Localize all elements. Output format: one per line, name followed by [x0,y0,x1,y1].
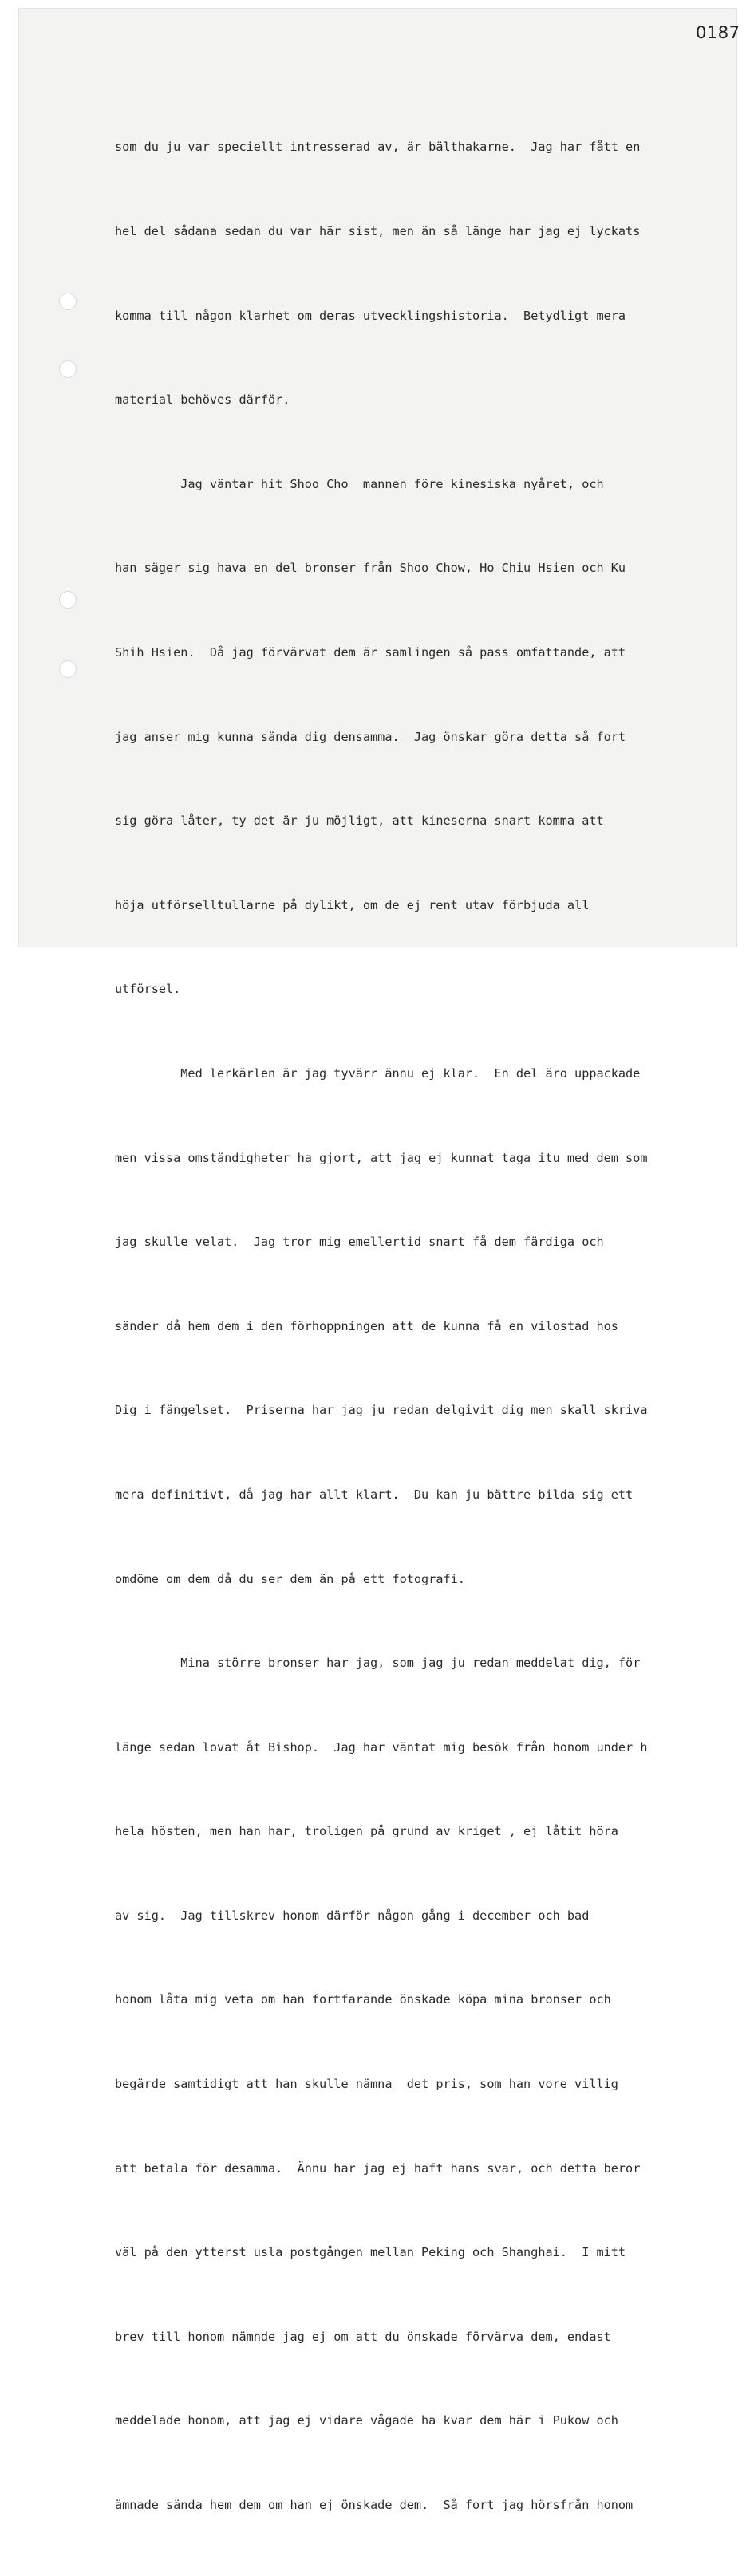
text-line: väl på den ytterst usla postgången mellan Peking och Shanghai. I mitt [115,2245,626,2260]
text-line: att betala för desamma. Ännu har jag ej haft hans svar, och detta beror [115,2160,641,2176]
text-line: jag anser mig kunna sända dig densamma. Jag önskar göra detta så fort [115,729,626,744]
text-line: Mina större bronser har jag, som jag ju redan meddelat dig, för [115,1656,641,1671]
text-line: ämnade sända hem dem om han ej önskade dem. Så fort jag hörsfrån honom [115,2498,634,2513]
punch-hole-1 [59,293,77,310]
text-line: hela hösten, men han har, troligen på grund av kriget , ej låtit höra [115,1824,618,1839]
text-line: höja utförselltullarne på dylikt, om de ej rent utav förbjuda all [115,897,590,912]
text-line: begärde samtidigt att han skulle nämna det pris, som han vore villig [115,2077,618,2092]
text-line: brev till honom nämnde jag ej om att du önskade förvärva dem, endast [115,2329,611,2344]
text-line: Med lerkärlen är jag tyvärr ännu ej klar. En del äro uppackade [115,1065,641,1081]
text-line: honom låta mig veta om han fortfarande önskade köpa mina bronser och [115,1992,611,2007]
text-line: av sig. Jag tillskrev honom därför någon gång i december och bad [115,1908,590,1923]
text-line: hel del sådana sedan du var här sist, men än så länge har jag ej lyckats [115,224,641,238]
text-line: mera definitivt, då jag har allt klart. Du kan ju bättre bilda sig ett [115,1487,634,1502]
text-line: sänder då hem dem i den förhoppningen att de kunna få en vilostad hos [115,1318,618,1333]
page-number: 0187 [696,23,740,42]
text-line: men vissa omständigheter ha gjort, att jag ej kunnat taga itu med dem som [115,1150,648,1165]
typewritten-page [19,9,740,2513]
text-line: material behöves därför. [115,392,290,408]
text-line: Shih Hsien. Då jag förvärvat dem är samlingen så pass omfattande, att [115,644,626,660]
punch-hole-3 [59,591,77,609]
letter-body [115,77,729,2576]
punch-hole-2 [59,360,77,378]
text-line: länge sedan lovat åt Bishop. Jag har väntat mig besök från honom under h [115,1739,648,1755]
text-line: Dig i fängelset. Priserna har jag ju redan delgivit dig men skall skriva [115,1403,648,1418]
text-line: utförsel. [115,982,181,997]
text-line: komma till någon klarhet om deras utvecklingshistoria. Betydligt mera [115,308,626,323]
text-line: meddelade honom, att jag ej vidare vågade ha kvar dem här i Pukow och [115,2413,618,2428]
text-line: sig göra låter, ty det är ju möjligt, att kineserna snart komma att [115,813,604,829]
punch-hole-4 [59,660,77,678]
text-line: som du ju var speciellt intresserad av, är bälthakarne. Jag har fått en [115,140,641,155]
text-line: omdöme om dem då du ser dem än på ett fotografi. [115,1571,465,1586]
text-line: Jag väntar hit Shoo Cho mannen före kinesiska nyåret, och [115,476,604,491]
text-line: han säger sig hava en del bronser från Shoo Chow, Ho Chiu Hsien och Ku [115,561,626,576]
text-line: jag skulle velat. Jag tror mig emellertid snart få dem färdiga och [115,1235,604,1250]
